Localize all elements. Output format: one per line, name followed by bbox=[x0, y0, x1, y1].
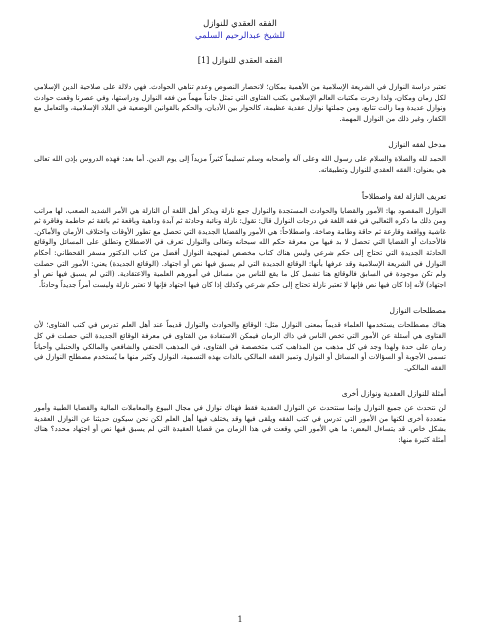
page-number: 1 bbox=[237, 615, 243, 624]
section-body-examples: لن نتحدث عن جميع النوازل وإنما سنتحدث عن النوازل العقدية فقط فهناك نوازل في مجال البيوع والمعاملات المالية والقضايا الطبية وأمور متعددة أخرى لكنها من الأمور التي تدرس في كتب الفقه ويلقى فيها وقد يختلف فيها أهل العلم لكن نحن سيكون حديثنا عن النوازل العقدية بشكل خاص. قد يتساءل البعض: ما هي الأمور التي وقعت في هذا الزمان من قضايا العقيدة التي لم يسبق فيها نص أو اجتهاد محدد؟ هناك أمثلة كثيرة منها: bbox=[34, 403, 446, 445]
author-line: للشيخ عبدالرحيم السلمي bbox=[195, 31, 285, 41]
intro-paragraph: تعتبر دراسة النوازل في الشريعة الإسلامية من الأهمية بمكان؛ لانحصار النصوص وعدم تناهي الحوادث. فهي دلالة على صلاحية الدين الإسلامي لكل زمان ومكان، ولذا زخرت مكتبات العالم الإسلامي بكتب الفتاوى التي تمثل جانباً مهماً من فقه النوازل ودراستها، وفي عصرنا وقعت حوادث ونوازل عديدة وما زالت تتابع، ومن جملتها نوازل عقدية عظيمة، كالحوار بين الأديان، والحكم بالقوانين الوضعية في البلاد الإسلامية، والتعامل مع الكفار، وغير ذلك من النوازل المهمة. bbox=[34, 82, 446, 123]
lecture-subtitle: الفقه العقدي للنوازل [1] bbox=[197, 55, 283, 65]
section-heading-terms: مصطلحات النوازل bbox=[389, 306, 446, 316]
section-body-terms: هناك مصطلحات يستخدمها العلماء قديماً بمعنى النوازل مثل: الوقائع والحوادث والنوازل قديماً عند أهل العلم تدرس في كتب الفتاوى؛ لأن الفتاوى هي أسئلة عن الأمور التي تخص الناس في ذاك الزمان فيمكن الاستفادة من الفتاوى في معرفة الوقائع الجديدة التي حصلت في كل زمان على حدة ولهذا وجد في كل مذهب من المذاهب كتب متخصصة في الفتاوى، في المذهب الحنفي والشافعي والمالكي والحنبلي وأحياناً تسمى الأجوبة أو السؤالات أو المسائل أو النوازل وتميز الفقه المالكي بالذات بهذه التسمية، النوازل وكثير منها ما يُستخدم مصطلح النوازل في الفقه المالكي. bbox=[34, 320, 446, 372]
section-heading-definition: تعريف النازلة لغة واصطلاحاً bbox=[362, 191, 446, 201]
section-body-intro: الحمد لله والصلاة والسلام على رسول الله وعلى آله وأصحابه وسلم تسليماً كثيراً مزيداً إلى يوم الدين. أما بعد: فهذه الدروس بإذن الله تعالى هي بعنوان: الفقه العقدي للنوازل وتطبيقاته. bbox=[34, 154, 446, 174]
section-body-definition: النوازل المقصود بها: الأمور والقضايا والحوادث المستجدة والنوازل جمع نازلة ويذكر أهل اللغة أن النازلة هي الأمر الشديد الصعب، لها مراتب ومن ذلك ما ذكره الثعالبي في فقه اللغة في درجات النوازل قال: تقول: نازلة ونائبة وحادثة ثم آبدة وداهية وباقعة ثم بائقة ثم حاطمة وفاقرة ثم غاشية وواقعة وقارعة ثم حاقة وطامة وصاخة. واصطلاحاً: هي الأمور والقضايا الجديدة التي تحصل مع تطور الأوقات واختلاف الأزمان والأماكن. فالأحداث أو القضايا التي تحصل لا بد فيها من معرفة حكم الله سبحانه وتعالى والنوازل تعرف في الاصطلاح وتطلق على المسائل والوقائع الحادثة الجديدة التي تحتاج إلى حكم شرعي وليس هناك كتاب مخصص لمنهجية النوازل أفضل من كتاب الدكتور مسفر القحطاني: أحكام النوازل في الشريعة الإسلامية وقد عرفها بأنها: الوقائع الجديدة التي لم يسبق فيها نص أو اجتهاد. (الوقائع الجديدة) يعني: الأمور التي حصلت ولم تكن موجودة في السابق فالوقائع هنا تشمل كل ما يقع للناس من مسائل في أمورهم العلمية والاعتقادية. (التي لم يسبق فيها نص أو اجتهاد) لأنه إذا كان فيها نص فإنها لا تعتبر نازلة تحتاج إلى حكم شرعي وكذلك إذا كان فيها اجتهاد فإنها لا تعتبر نازلة وليست أمراً جديداً وحادثاً. bbox=[34, 205, 446, 289]
section-heading-examples: أمثلة للنوازل العقدية ونوازل أخرى bbox=[341, 389, 446, 399]
section-heading-intro: مدخل لفقه النوازل bbox=[388, 140, 446, 150]
document-title: الفقه العقدي للنوازل bbox=[203, 19, 277, 29]
